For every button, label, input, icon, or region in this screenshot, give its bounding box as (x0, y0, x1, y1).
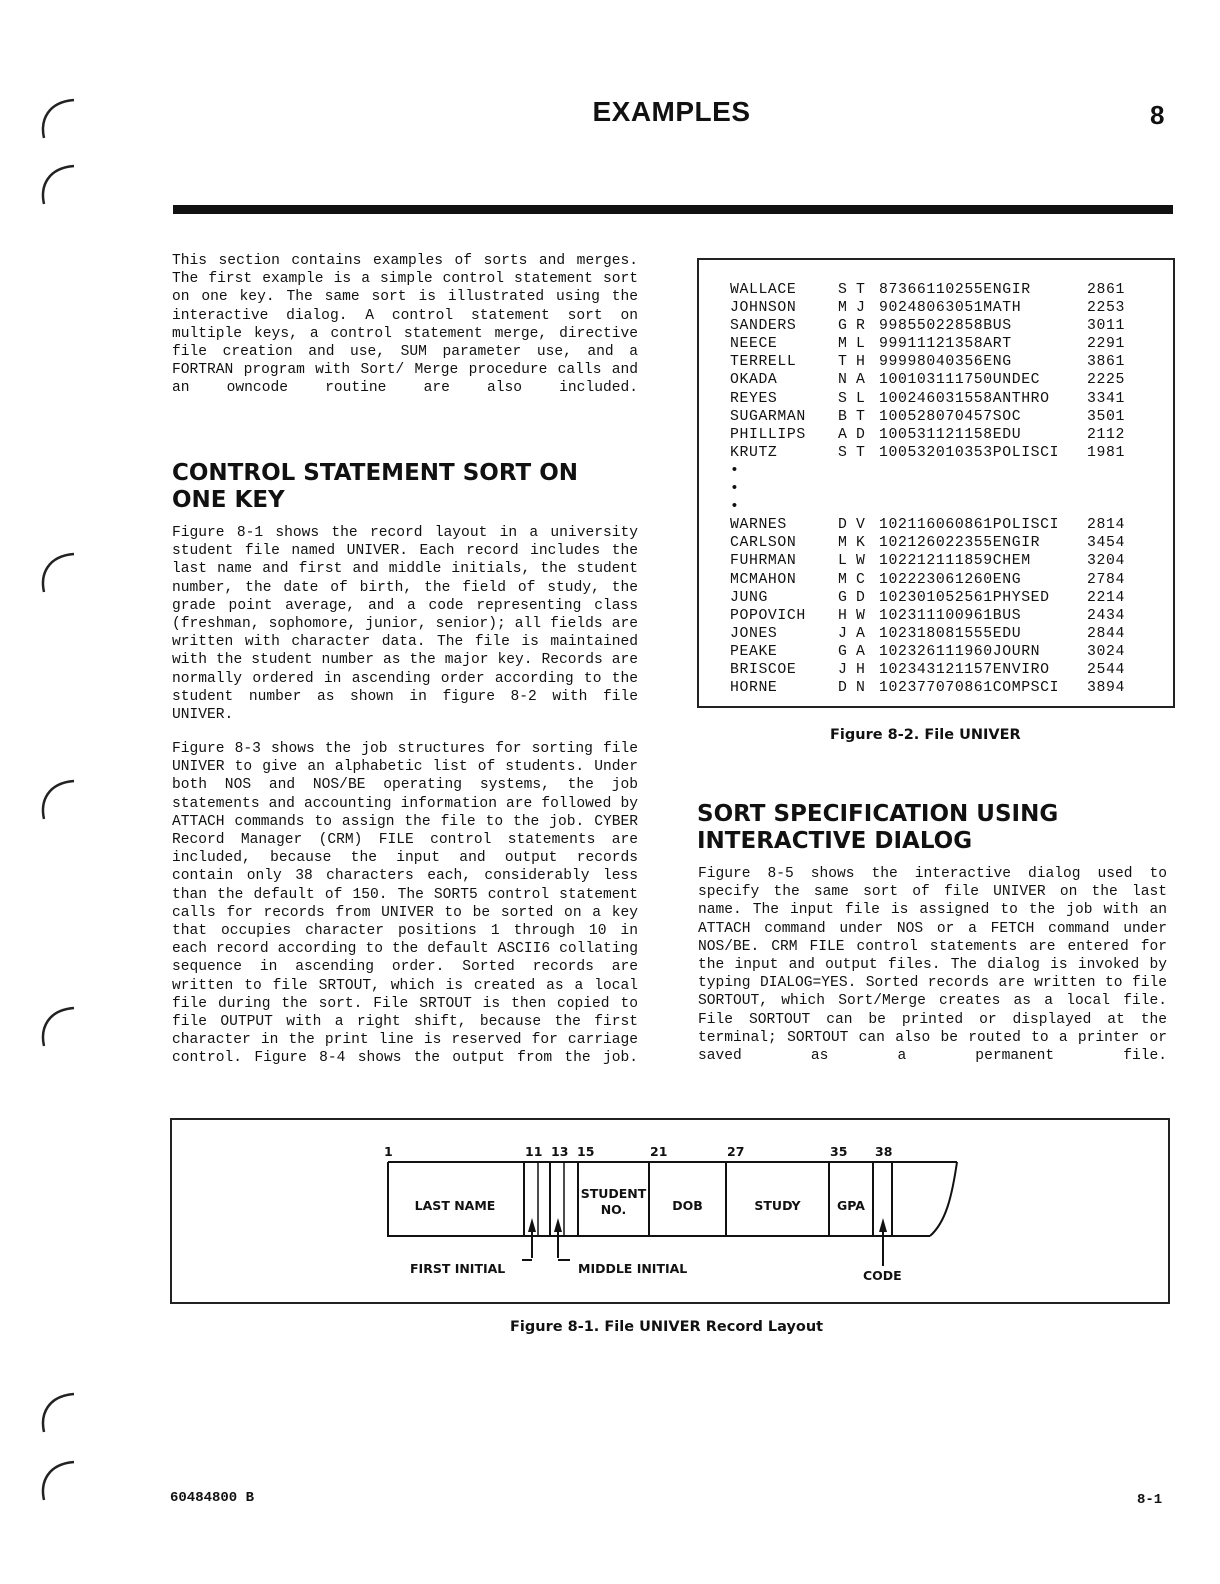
position-label: 1 (384, 1144, 393, 1159)
cell-last-name: WARNES (730, 517, 787, 534)
cell-record-data: 90248063051MATH (879, 300, 1022, 317)
heading-line: INTERACTIVE DIALOG (697, 828, 973, 854)
cell-code: 2112 (1087, 426, 1125, 443)
position-label: 35 (830, 1144, 848, 1159)
cell-code: 3011 (1087, 318, 1125, 335)
field-last-name: LAST NAME (414, 1198, 496, 1213)
cell-record-data: 100531121158EDU (879, 426, 1022, 443)
table-row (730, 300, 1127, 318)
cell-record-data: 100246031558ANTHRO (879, 390, 1050, 407)
cell-first-initial: S (838, 390, 848, 407)
page-title: EXAMPLES (592, 96, 751, 127)
cell-record-data: 102311100961BUS (879, 607, 1022, 624)
section1-paragraph-2: Figure 8-3 shows the job structures for sorting file UNIVER to give an alphabetic list of students. Under both NOS and NOS/BE operating systems, the job statements and accounting information are followed by ATTACH commands to assign the file to the job. CYBER Record Manager (CRM) FILE control statements are included, because the input and output records contain only 38 characters each, considerably less than the default of 150. The SORT5 control statement calls for records from UNIVER to be sorted on a key that occupies character positions 1 through 10 in each record according to the default ASCII6 collating sequence in ascending order. Sorted records are written to file SRTOUT, which is created as a local file during the sort. File SRTOUT is then copied to file OUTPUT with a right shift, because the first character in the print line is reserved for carriage control. Figure 8-4 shows the output from the job. (172, 741, 638, 1067)
cell-code: 2861 (1087, 282, 1125, 298)
position-label: 27 (727, 1144, 745, 1159)
cell-last-name: PHILLIPS (730, 426, 806, 443)
pointer-arrowhead (554, 1218, 562, 1232)
section-heading-interactive-dialog (697, 801, 1171, 855)
ellipsis-row (730, 463, 1127, 481)
cell-code: 2544 (1087, 661, 1125, 678)
cell-record-data: 100528070457SOC (879, 408, 1022, 425)
pointer-arrowhead (528, 1218, 536, 1232)
cell-code: 2814 (1087, 517, 1125, 534)
cell-code: 3861 (1087, 354, 1125, 371)
cell-middle-initial: W (856, 607, 866, 624)
field-student-no (578, 1186, 649, 1218)
cell-first-initial: L (838, 553, 848, 570)
label-first-initial: FIRST INITIAL (410, 1261, 506, 1276)
table-row (730, 336, 1127, 354)
cell-middle-initial: K (856, 535, 866, 552)
binder-hole-mark (38, 775, 78, 823)
cell-first-initial: N (838, 372, 848, 389)
field-label-line: STUDENT (580, 1186, 647, 1201)
table-row (730, 372, 1127, 390)
cell-last-name: TERRELL (730, 354, 797, 371)
cell-record-data: 102377070861COMPSCI (879, 680, 1060, 697)
cell-first-initial: S (838, 444, 848, 461)
binder-hole-mark (38, 1456, 78, 1504)
cell-code: 3204 (1087, 553, 1125, 570)
section2-paragraph: Figure 8-5 shows the interactive dialog used to specify the same sort of file UNIVER on the last name. The input file is assigned to the job with an ATTACH command under NOS or a FETCH command under NOS/BE. CRM FILE control statements are entered for the input and output files. The dialog is invoked by typing DIALOG=YES. Sorted records are written to file SORTOUT, which Sort/Merge creates as a local file. File SORTOUT can be printed or displayed at the terminal; SORTOUT can also be routed to a printer or saved as a permanent file. (698, 866, 1167, 1065)
cell-middle-initial: A (856, 372, 866, 389)
cell-last-name: JONES (730, 625, 778, 642)
cell-middle-initial: V (856, 517, 866, 534)
cell-record-data: 102212111859CHEM (879, 553, 1031, 570)
figure-8-1-caption: Figure 8-1. File UNIVER Record Layout (510, 1319, 824, 1335)
cell-last-name: WALLACE (730, 282, 797, 298)
cell-code: 2291 (1087, 336, 1125, 353)
page-number: 8-1 (1137, 1492, 1163, 1508)
table-row (730, 427, 1127, 445)
cell-first-initial: M (838, 336, 848, 353)
table-row (730, 391, 1127, 409)
ellipsis-dot: • (730, 499, 740, 516)
table-row (730, 662, 1127, 680)
cell-last-name: JUNG (730, 589, 768, 606)
cell-middle-initial: T (856, 408, 866, 425)
position-label: 11 (525, 1144, 543, 1159)
heading-line: SORT SPECIFICATION USING (697, 801, 1059, 827)
cell-first-initial: G (838, 643, 848, 660)
cell-first-initial: G (838, 318, 848, 335)
position-label: 38 (875, 1144, 893, 1159)
table-row (730, 572, 1127, 590)
field-gpa: GPA (837, 1198, 865, 1213)
cell-last-name: JOHNSON (730, 300, 797, 317)
table-row (730, 409, 1127, 427)
cell-middle-initial: D (856, 426, 866, 443)
label-middle-initial: MIDDLE INITIAL (578, 1261, 688, 1276)
cell-record-data: 102318081555EDU (879, 625, 1022, 642)
cell-last-name: MCMAHON (730, 571, 797, 588)
cell-first-initial: M (838, 571, 848, 588)
cell-last-name: KRUTZ (730, 444, 778, 461)
binder-hole-mark (38, 548, 78, 596)
cell-code: 2434 (1087, 607, 1125, 624)
cell-record-data: 99911121358ART (879, 336, 1012, 353)
cell-first-initial: T (838, 354, 848, 371)
table-row (730, 354, 1127, 372)
chapter-number: 8 (1150, 100, 1165, 130)
heading-line: CONTROL STATEMENT SORT ON (172, 460, 579, 486)
figure-8-2-caption: Figure 8-2. File UNIVER (830, 727, 1021, 743)
table-row (730, 553, 1127, 571)
cell-middle-initial: L (856, 390, 866, 407)
cell-code: 1981 (1087, 444, 1125, 461)
section-heading-control-sort (172, 460, 642, 514)
field-dob: DOB (672, 1198, 703, 1213)
cell-code: 3501 (1087, 408, 1125, 425)
ellipsis-row (730, 499, 1127, 517)
position-label: 13 (551, 1144, 569, 1159)
cell-code: 3024 (1087, 643, 1125, 660)
cell-last-name: REYES (730, 390, 778, 407)
cell-record-data: 99855022858BUS (879, 318, 1012, 335)
header-rule (173, 205, 1173, 214)
cell-middle-initial: H (856, 354, 866, 371)
cell-code: 2844 (1087, 625, 1125, 642)
cell-last-name: HORNE (730, 680, 778, 697)
intro-paragraph: This section contains examples of sorts and merges. The first example is a simple control statement sort on one key. The same sort is illustrated using the interactive dialog. A control statement sort on multiple keys, a control statement merge, directive file creation and use, SUM parameter use, and a FORTRAN program with Sort/ Merge procedure calls and an owncode routine are also included. (172, 253, 638, 397)
cell-first-initial: J (838, 661, 848, 678)
cell-first-initial: A (838, 426, 848, 443)
pointer-arrowhead (879, 1218, 887, 1232)
binder-hole-mark (38, 1002, 78, 1050)
cell-middle-initial: L (856, 336, 866, 353)
ellipsis-row (730, 481, 1127, 499)
cell-middle-initial: A (856, 643, 866, 660)
table-row (730, 445, 1127, 463)
cell-last-name: CARLSON (730, 535, 797, 552)
cell-record-data: 99998040356ENG (879, 354, 1012, 371)
cell-record-data: 102126022355ENGIR (879, 535, 1041, 552)
figure-8-2-box (697, 258, 1175, 708)
table-row (730, 318, 1127, 336)
table-row (730, 535, 1127, 553)
cell-record-data: 100103111750UNDEC (879, 372, 1041, 389)
cell-middle-initial: C (856, 571, 866, 588)
cell-first-initial: M (838, 300, 848, 317)
cell-last-name: SUGARMAN (730, 408, 806, 425)
cell-middle-initial: D (856, 589, 866, 606)
cell-record-data: 87366110255ENGIR (879, 282, 1031, 298)
field-study: STUDY (754, 1198, 801, 1213)
field-label-line: NO. (600, 1202, 627, 1217)
cell-last-name: FUHRMAN (730, 553, 797, 570)
cell-middle-initial: W (856, 553, 866, 570)
table-row (730, 517, 1127, 535)
table-row (730, 608, 1127, 626)
cell-record-data: 102301052561PHYSED (879, 589, 1050, 606)
cell-middle-initial: N (856, 680, 866, 697)
cell-record-data: 102223061260ENG (879, 571, 1022, 588)
cell-code: 2214 (1087, 589, 1125, 606)
cell-last-name: OKADA (730, 372, 778, 389)
table-row (730, 680, 1127, 698)
ellipsis-dot: • (730, 462, 740, 479)
table-row (730, 590, 1127, 608)
cell-first-initial: M (838, 535, 848, 552)
cell-code: 3454 (1087, 535, 1125, 552)
cell-middle-initial: A (856, 625, 866, 642)
cell-code: 3341 (1087, 390, 1125, 407)
position-label: 21 (650, 1144, 668, 1159)
cell-code: 3894 (1087, 680, 1125, 697)
cell-first-initial: D (838, 517, 848, 534)
cell-middle-initial: J (856, 300, 866, 317)
cell-code: 2784 (1087, 571, 1125, 588)
binder-hole-mark (38, 1388, 78, 1436)
cell-record-data: 100532010353POLISCI (879, 444, 1060, 461)
cell-first-initial: H (838, 607, 848, 624)
cell-last-name: PEAKE (730, 643, 778, 660)
cell-last-name: SANDERS (730, 318, 797, 335)
cell-code: 2225 (1087, 372, 1125, 389)
ellipsis-dot: • (730, 481, 740, 498)
table-row (730, 282, 1127, 300)
cell-last-name: NEECE (730, 336, 778, 353)
table-row (730, 644, 1127, 662)
cell-last-name: POPOVICH (730, 607, 806, 624)
cell-last-name: BRISCOE (730, 661, 797, 678)
label-code: CODE (863, 1268, 902, 1283)
univer-records-table (730, 282, 1127, 698)
cell-first-initial: G (838, 589, 848, 606)
cell-middle-initial: T (856, 282, 866, 298)
cell-record-data: 102343121157ENVIRO (879, 661, 1050, 678)
cell-middle-initial: H (856, 661, 866, 678)
cell-record-data: 102326111960JOURN (879, 643, 1041, 660)
cell-record-data: 102116060861POLISCI (879, 517, 1060, 534)
document-number: 60484800 B (170, 1490, 255, 1506)
cell-middle-initial: R (856, 318, 866, 335)
cell-first-initial: J (838, 625, 848, 642)
position-label: 15 (577, 1144, 595, 1159)
cell-first-initial: S (838, 282, 848, 298)
cell-first-initial: B (838, 408, 848, 425)
cell-code: 2253 (1087, 300, 1125, 317)
table-row (730, 626, 1127, 644)
cell-middle-initial: T (856, 444, 866, 461)
record-break-edge (930, 1162, 957, 1236)
cell-first-initial: D (838, 680, 848, 697)
section1-paragraph-1: Figure 8-1 shows the record layout in a university student file named UNIVER. Each record includes the last name and first and middle initials, the student number, the date of birth, the field of study, the grade point average, and a code representing class (freshman, sophomore, junior, senior); all fields are written with character data. The file is maintained with the student number as the major key. Records are normally ordered in ascending order according to the student number as shown in figure 8-2 with file UNIVER. (172, 525, 638, 724)
binder-hole-mark (38, 160, 78, 208)
heading-line: ONE KEY (172, 487, 285, 513)
